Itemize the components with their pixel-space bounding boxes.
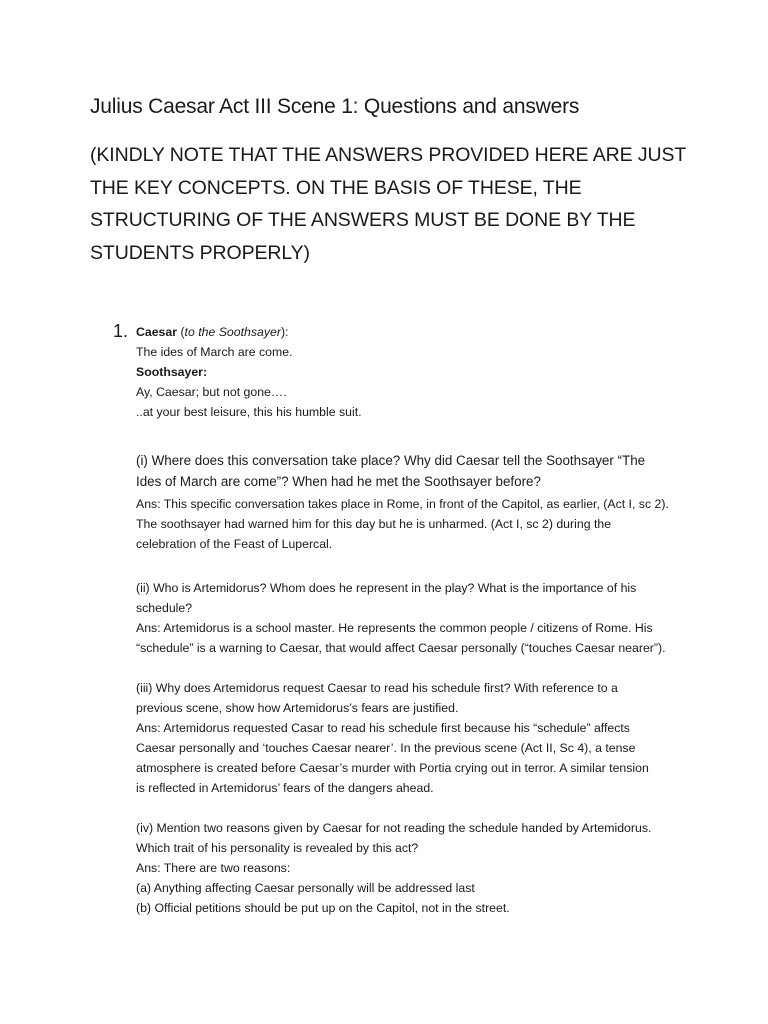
stage-direction-open: (	[177, 325, 185, 339]
question-line: schedule?	[136, 601, 193, 615]
question-line: previous scene, show how Artemidorus’s fears are justified.	[136, 701, 459, 715]
answer-line: celebration of the Feast of Lupercal.	[136, 537, 333, 551]
answer-line: Ans: Artemidorus is a school master. He represents the common people / citizens of Rome. His	[136, 621, 653, 635]
stage-direction: to the Soothsayer	[184, 325, 281, 339]
document-title: Julius Caesar Act III Scene 1: Questions and answers	[90, 95, 580, 118]
document-note	[90, 139, 690, 269]
answer-line: (a) Anything affecting Caesar personally will be addressed last	[136, 881, 475, 895]
question-text	[136, 450, 696, 492]
question-number: 1.	[113, 321, 129, 341]
note-line: STRUCTURING OF THE ANSWERS MUST BE DONE BY THE	[90, 209, 636, 231]
answer-line: “schedule” is a warning to Caesar, that would affect Caesar personally (“touches Caesar nearer”).	[136, 641, 666, 655]
question-text	[136, 578, 696, 618]
answer-text	[136, 494, 696, 554]
question-text	[136, 678, 696, 718]
answer-line: Ans: This specific conversation takes place in Rome, in front of the Capitol, as earlier, (Act I, sc 2).	[136, 497, 669, 511]
speaker-caesar: Caesar	[136, 325, 178, 339]
answer-line: Caesar personally and ‘touches Caesar nearer’. In the previous scene (Act II, Sc 4), a tense	[136, 741, 636, 755]
answer-line: The soothsayer had warned him for this day but he is unharmed. (Act I, sc 2) during the	[136, 517, 612, 531]
stage-direction-close: ):	[280, 325, 289, 339]
note-line: (KINDLY NOTE THAT THE ANSWERS PROVIDED HERE ARE JUST	[90, 144, 687, 166]
question-text	[136, 818, 696, 858]
question-line: (iv) Mention two reasons given by Caesar for not reading the schedule handed by Artemidorus.	[136, 821, 652, 835]
sub-question-iv	[136, 818, 696, 918]
answer-line: atmosphere is created before Caesar’s murder with Portia crying out in terror. A similar tension	[136, 761, 649, 775]
question-line: Ides of March are come”? When had he met the Soothsayer before?	[136, 474, 541, 489]
note-line: THE KEY CONCEPTS. ON THE BASIS OF THESE, THE	[90, 176, 582, 199]
excerpt-line: Ay, Caesar; but not gone….	[136, 385, 287, 399]
answer-line: Ans: There are two reasons:	[136, 861, 291, 875]
answer-line: (b) Official petitions should be put up on the Capitol, not in the street.	[136, 901, 510, 915]
play-excerpt	[136, 322, 696, 422]
speaker-soothsayer: Soothsayer:	[136, 365, 208, 379]
answer-text	[136, 858, 696, 918]
answer-line: Ans: Artemidorus requested Casar to read his schedule first because his “schedule” affects	[136, 721, 630, 735]
sub-question-ii	[136, 578, 696, 658]
sub-question-i	[136, 450, 696, 554]
question-line: (i) Where does this conversation take place? Why did Caesar tell the Soothsayer “The	[136, 453, 646, 468]
sub-question-iii	[136, 678, 696, 798]
answer-line: is reflected in Artemidorus’ fears of the dangers ahead.	[136, 781, 434, 795]
question-line: (ii) Who is Artemidorus? Whom does he represent in the play? What is the importance of his	[136, 581, 637, 595]
excerpt-line: The ides of March are come.	[136, 345, 293, 359]
excerpt-line: ..at your best leisure, this his humble suit.	[136, 405, 362, 419]
question-line: (iii) Why does Artemidorus request Caesar to read his schedule first? With reference to a	[136, 681, 618, 695]
answer-text	[136, 618, 696, 658]
excerpt-speaker-line	[136, 322, 696, 342]
question-line: Which trait of his personality is revealed by this act?	[136, 841, 419, 855]
answer-text	[136, 718, 696, 798]
note-line: STUDENTS PROPERLY)	[90, 241, 310, 264]
